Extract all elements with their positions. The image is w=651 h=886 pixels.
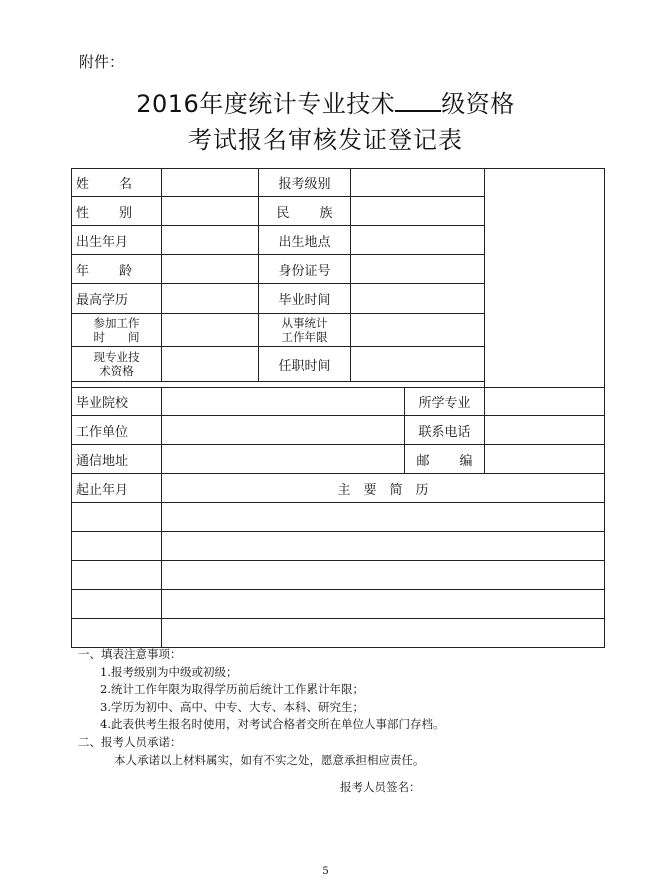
phone-field[interactable] [485,416,605,445]
resume-label: 主 要 简 历 [162,474,605,503]
notes-heading: 一、填表注意事项： [78,647,182,661]
photo-box[interactable] [485,169,605,388]
qualification-label: 现专业技 术资格 [72,347,162,382]
name-field[interactable] [162,169,259,197]
resume-detail-field[interactable] [162,561,605,590]
appointment-time-field[interactable] [351,347,485,382]
work-start-field[interactable] [162,314,259,347]
signature-label: 报考人员签名： [340,780,421,794]
row-employer [72,416,605,445]
stat-years-field[interactable] [351,314,485,347]
ethnicity-label: 民 族 [259,197,351,226]
age-label: 年 龄 [72,255,162,284]
registration-form [71,168,605,648]
resume-detail-field[interactable] [162,532,605,561]
row-name [72,169,605,197]
row-resume-header [72,474,605,503]
resume-row [72,503,605,532]
title-suffix: 级资格 [441,90,515,118]
id-number-field[interactable] [351,255,485,284]
level-label: 报考级别 [259,169,351,197]
school-label: 毕业院校 [72,388,162,416]
id-number-label: 身份证号 [259,255,351,284]
address-label: 通信地址 [72,445,162,474]
level-field[interactable] [351,169,485,197]
resume-row [72,532,605,561]
education-label: 最高学历 [72,284,162,314]
birth-date-field[interactable] [162,226,259,255]
row-address [72,445,605,474]
row-school [72,388,605,416]
birthplace-label: 出生地点 [259,226,351,255]
resume-period-field[interactable] [72,590,162,619]
resume-period-field[interactable] [72,561,162,590]
qualification-field[interactable] [162,347,259,382]
graduation-time-field[interactable] [351,284,485,314]
employer-label: 工作单位 [72,416,162,445]
postcode-label: 邮 编 [405,445,485,474]
major-label: 所学专业 [405,388,485,416]
address-field[interactable] [162,445,405,474]
school-field[interactable] [162,388,405,416]
resume-row [72,561,605,590]
resume-period-field[interactable] [72,503,162,532]
gender-label: 性 别 [72,197,162,226]
title-line-2: 考试报名审核发证登记表 [188,126,463,154]
note-item: 2.统计工作年限为取得学历前后统计工作累计年限； [100,682,364,697]
note-item: 3.学历为初中、高中、中专、大专、本科、研究生； [100,699,364,714]
resume-detail-field[interactable] [162,619,605,648]
stat-years-label: 从事统计 工作年限 [259,314,351,347]
resume-period-field[interactable] [72,532,162,561]
ethnicity-field[interactable] [351,197,485,226]
age-field[interactable] [162,255,259,284]
work-start-label: 参加工作 时 间 [72,314,162,347]
notes-section [78,646,444,769]
title-prefix: 2016年度统计专业技术 [136,90,396,118]
period-label: 起止年月 [72,474,162,503]
resume-row [72,590,605,619]
gender-field[interactable] [162,197,259,226]
graduation-time-label: 毕业时间 [259,284,351,314]
phone-label: 联系电话 [405,416,485,445]
resume-row [72,619,605,648]
note-item: 4.此表供考生报名时使用，对考试合格者交所在单位人事部门存档。 [100,717,445,732]
birth-date-label: 出生年月 [72,226,162,255]
resume-detail-field[interactable] [162,503,605,532]
postcode-field[interactable] [485,445,605,474]
resume-period-field[interactable] [72,619,162,648]
name-label: 姓 名 [72,169,162,197]
birthplace-field[interactable] [351,226,485,255]
resume-detail-field[interactable] [162,590,605,619]
note-item: 1.报考级别为中级或初级； [100,664,238,679]
major-field[interactable] [485,388,605,416]
pledge-heading: 二、报考人员承诺： [78,734,182,749]
title-line-1 [0,84,651,119]
employer-field[interactable] [162,416,405,445]
level-blank[interactable] [395,90,441,112]
education-field[interactable] [162,284,259,314]
appointment-time-label: 任职时间 [259,347,351,382]
page-number: 5 [322,866,329,877]
attachment-label: 附件： [79,53,125,71]
pledge-text: 本人承诺以上材料属实，如有不实之处，愿意承担相应责任。 [114,752,425,767]
